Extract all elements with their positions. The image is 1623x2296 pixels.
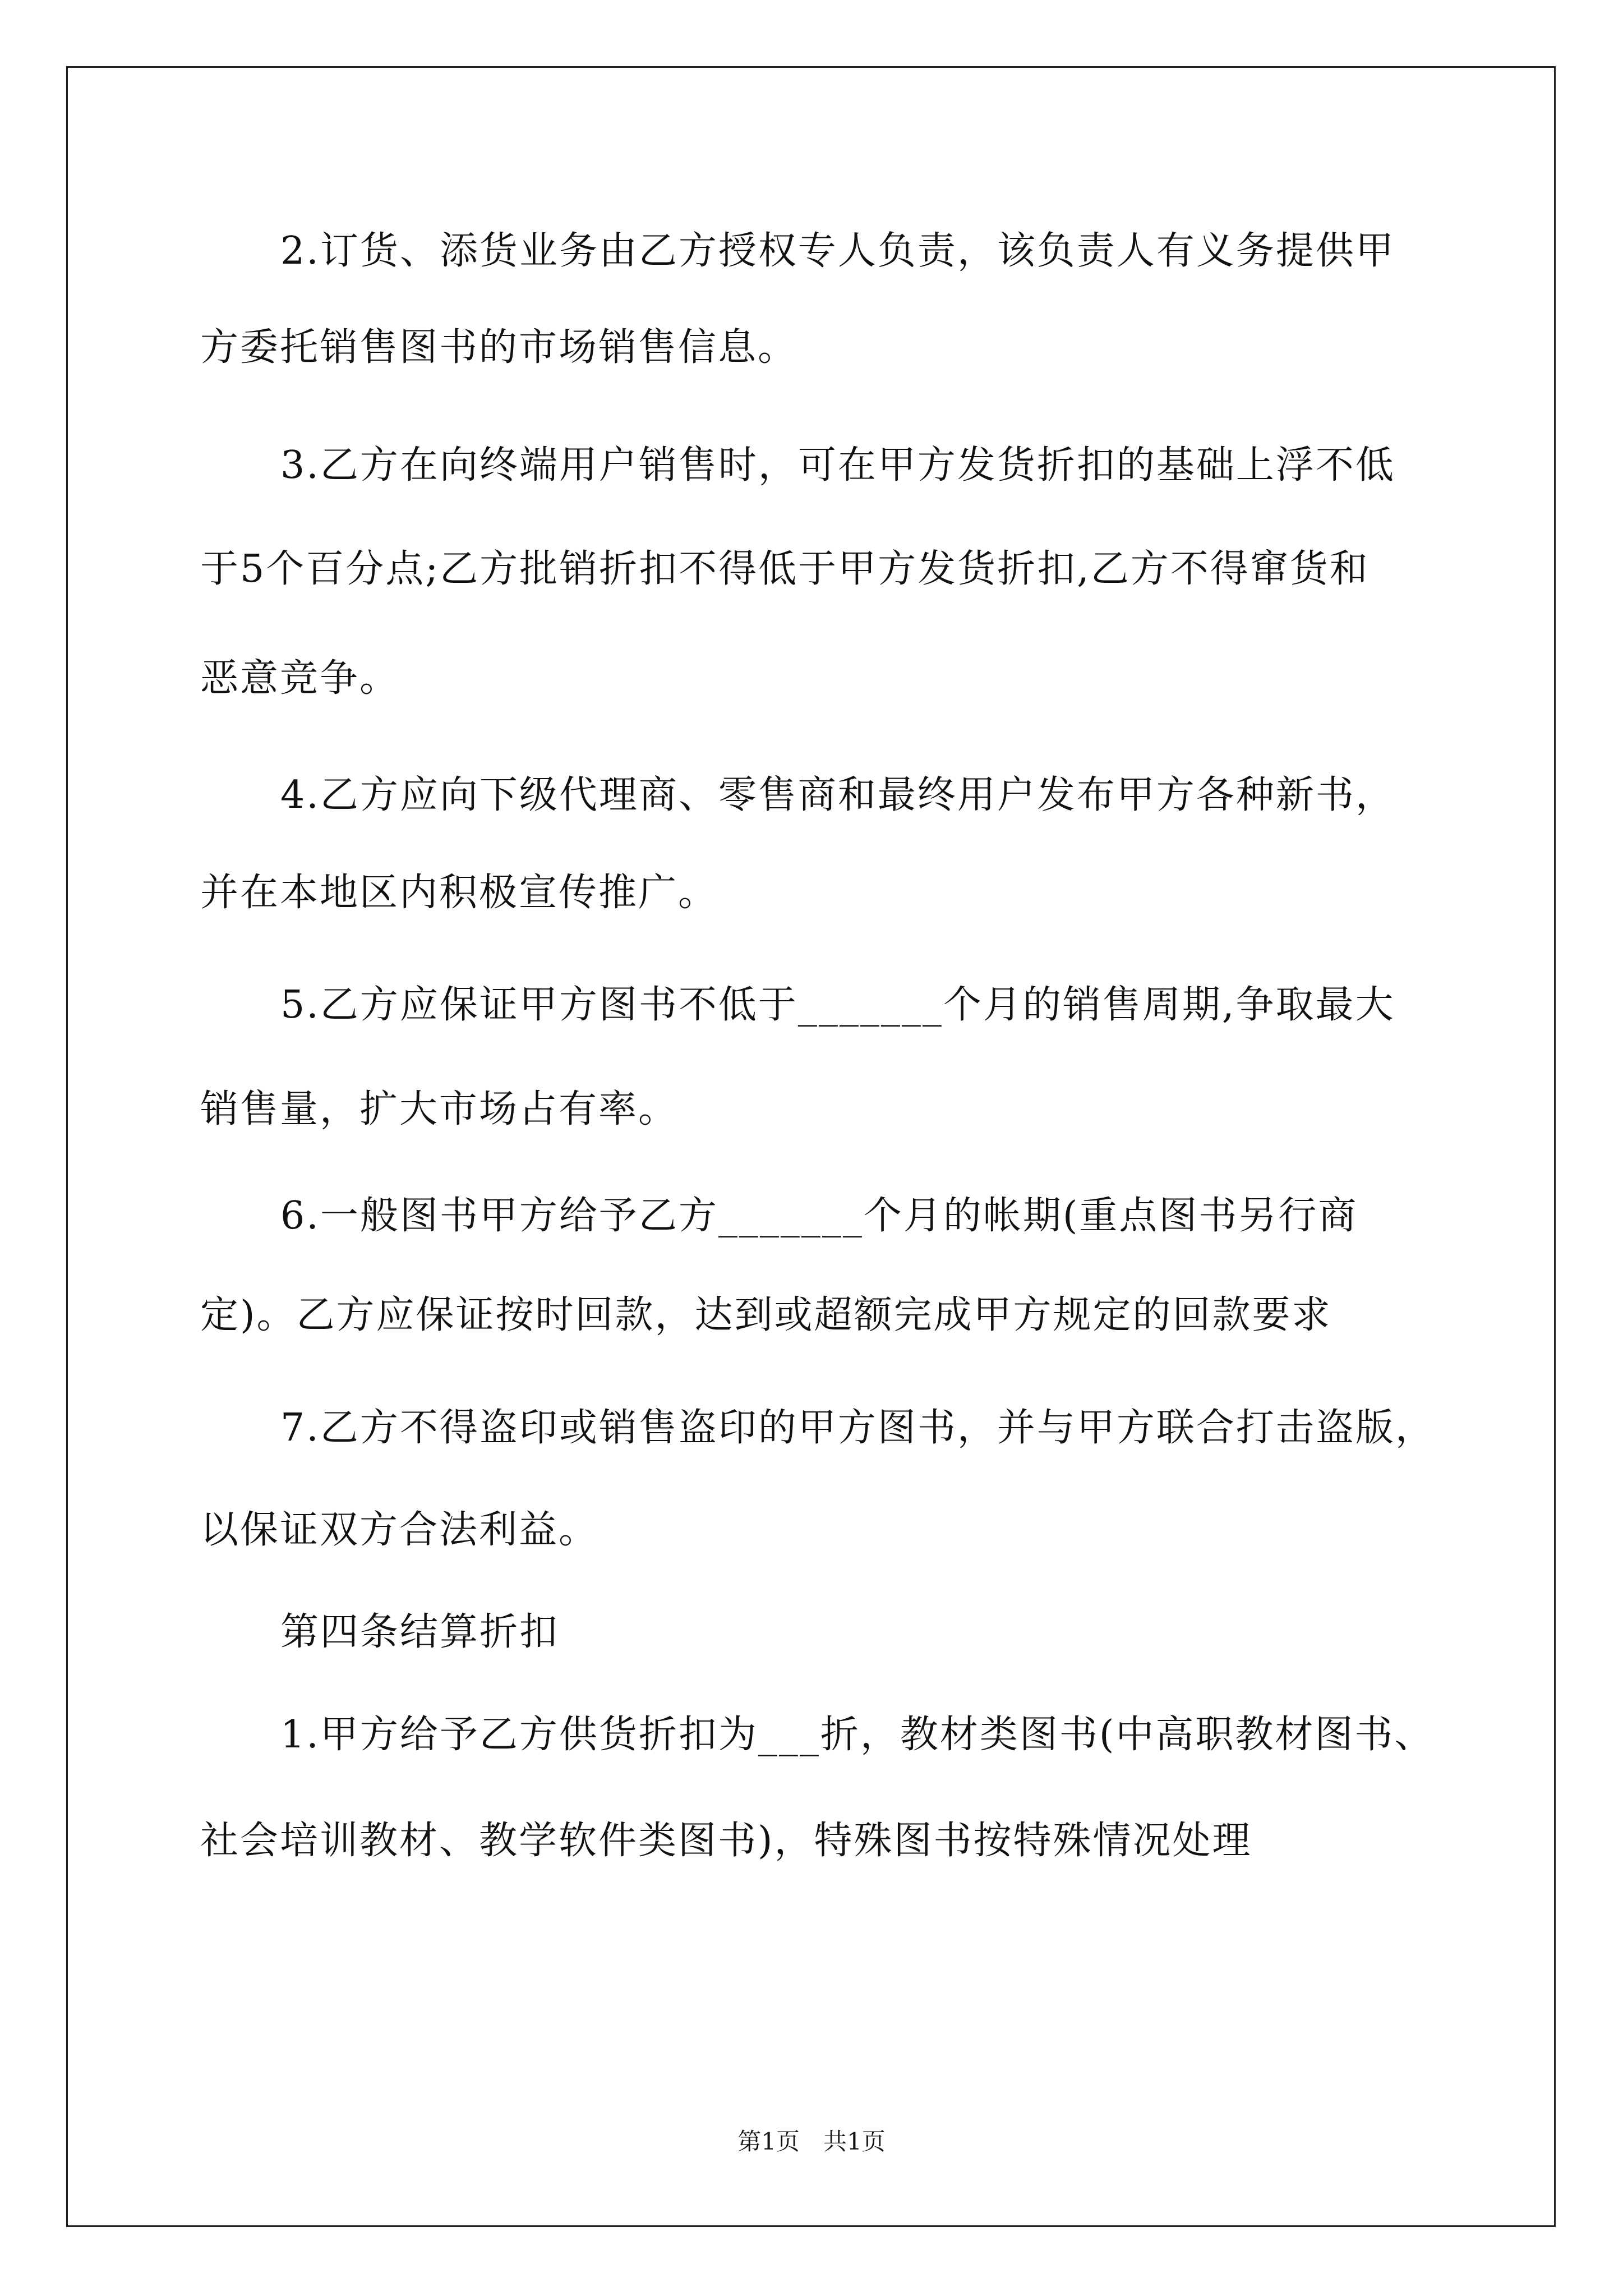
paragraph-4-line-1: 4.乙方应向下级代理商、零售商和最终用户发布甲方各种新书，: [280, 773, 1395, 817]
page-border: [66, 66, 1556, 2227]
paragraph-5-line-2: 销售量，扩大市场占有率。: [200, 1087, 679, 1131]
paragraph-6-line-2: 定)。乙方应保证按时回款，达到或超额完成甲方规定的回款要求: [200, 1293, 1332, 1337]
paragraph-6-line-1: 6.一般图书甲方给予乙方_______个月的帐期(重点图书另行商: [280, 1194, 1358, 1238]
paragraph-7-line-1: 7.乙方不得盗印或销售盗印的甲方图书，并与甲方联合打击盗版，: [280, 1406, 1435, 1450]
paragraph-7-line-2: 以保证双方合法利益。: [200, 1508, 599, 1552]
page-number: 第1页 共1页: [737, 2128, 886, 2155]
section-item-1-line-1: 1.甲方给予乙方供货折扣为___折，教材类图书(中高职教材图书、: [280, 1713, 1435, 1757]
paragraph-2-line-1: 2.订货、添货业务由乙方授权专人负责，该负责人有义务提供甲: [280, 229, 1395, 273]
paragraph-2-line-2: 方委托销售图书的市场销售信息。: [200, 325, 798, 370]
paragraph-5-line-1: 5.乙方应保证甲方图书不低于_______个月的销售周期,争取最大: [280, 983, 1395, 1027]
section-item-1-line-2: 社会培训教材、教学软件类图书)，特殊图书按特殊情况处理: [200, 1819, 1252, 1863]
paragraph-3-line-1: 3.乙方在向终端用户销售时，可在甲方发货折扣的基础上浮不低: [280, 443, 1395, 487]
section-heading: 第四条结算折扣: [280, 1610, 560, 1654]
paragraph-4-line-2: 并在本地区内积极宣传推广。: [200, 871, 718, 915]
paragraph-3-line-2: 于5个百分点;乙方批销折扣不得低于甲方发货折扣,乙方不得窜货和: [200, 547, 1370, 591]
paragraph-3-line-3: 恶意竞争。: [200, 656, 400, 701]
